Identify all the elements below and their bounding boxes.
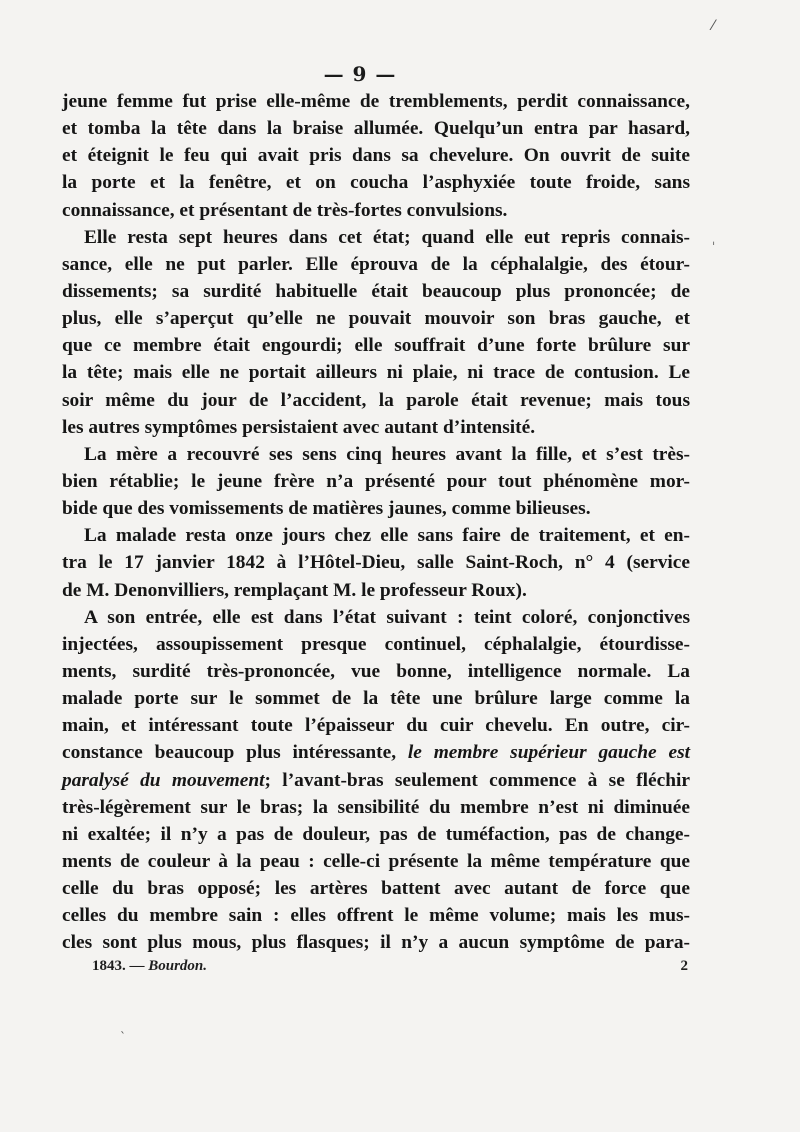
text-line: de M. Denonvilliers, remplaçant M. le professeur Roux). [62,579,527,601]
page-body-text [62,88,690,957]
signature-author: Bourdon. [148,958,208,974]
text-line: la tête; mais elle ne portait ailleurs ni plaie, ni trace de contusion. Le [62,362,690,384]
italic-text-fragment: le membre supérieur gauche est [407,742,690,764]
margin-mark: ⁄ [712,18,715,34]
text-line: ni exaltée; il n’y a pas de douleur, pas de tuméfaction, pas de change- [62,823,690,845]
text-fragment: constance beaucoup plus intéressante, [62,742,408,764]
text-line-mixed [62,739,690,766]
text-line: celle du bras opposé; les artères battent avec autant de force que [62,878,690,900]
text-line: A son entrée, elle est dans l’état suivant : teint coloré, conjonctives [84,606,690,628]
text-line: les autres symptômes persistaient avec autant d’intensité. [62,416,536,438]
text-line: ments de couleur à la peau : celle-ci présente la même température que [62,850,690,872]
text-line: la porte et la fenêtre, et on coucha l’asphyxiée toute froide, sans [62,172,690,194]
text-line-mixed [62,767,690,794]
text-line: bien rétablie; le jeune frère n’a présenté pour tout phénomène mor- [62,470,690,492]
text-line: jeune femme fut prise elle-même de tremblements, perdit connaissance, [62,91,690,112]
printer-signature [92,958,207,975]
text-line: main, et intéressant toute l’épaisseur du cuir chevelu. En outre, cir- [62,715,690,737]
text-line: La malade resta onze jours chez elle sans faire de traitement, et en- [84,525,690,547]
text-line: malade porte sur le sommet de la tête une brûlure large comme la [62,688,690,710]
text-line: ments, surdité très-prononcée, vue bonne, intelligence normale. La [62,660,690,682]
text-line: injectées, assoupissement presque continuel, céphalalgie, étourdisse- [62,633,690,655]
text-line: connaissance, et présentant de très-fortes convulsions. [62,199,508,221]
text-line: que ce membre était engourdi; elle souffrait d’une forte brûlure sur [62,335,690,357]
text-line: Elle resta sept heures dans cet état; quand elle eut repris connais- [84,226,690,248]
text-line: et tomba la tête dans la braise allumée. Quelqu’un entra par hasard, [62,118,690,140]
margin-mark: ˈ [712,240,716,254]
margin-mark: ˋ [120,1030,126,1044]
text-line: cles sont plus mous, plus flasques; il n’y a aucun symptôme de para- [62,932,690,954]
gathering-number: 2 [680,958,688,974]
text-line: plus, elle s’aperçut qu’elle ne pouvait mouvoir son bras gauche, et [62,308,690,330]
text-line: dissements; sa surdité habituelle était beaucoup plus prononcée; de [62,280,690,302]
text-line: celles du membre sain : elles offrent le même volume; mais les mus- [62,905,690,927]
text-line: très-légèrement sur le bras; la sensibilité du membre n’est ni diminuée [62,796,690,818]
page-number: — 9 — [323,62,397,86]
text-line: soir même du jour de l’accident, la parole était revenue; mais tous [62,389,690,411]
text-line: sance, elle ne put parler. Elle éprouva de la céphalalgie, des étour- [62,253,690,275]
text-fragment: ; l’avant-bras seulement commence à se fléchir [264,769,690,791]
text-line: bide que des vomissements de matières jaunes, comme bilieuses. [62,498,591,520]
text-line: La mère a recouvré ses sens cinq heures avant la fille, et s’est très- [84,443,690,465]
italic-text-fragment: paralysé du mouvement [62,769,265,791]
text-line: et éteignit le feu qui avait pris dans sa chevelure. On ouvrit de suite [62,145,690,167]
text-line: tra le 17 janvier 1842 à l’Hôtel-Dieu, salle Saint-Roch, n° 4 (service [62,552,690,574]
signature-year: 1843. — [92,958,149,974]
